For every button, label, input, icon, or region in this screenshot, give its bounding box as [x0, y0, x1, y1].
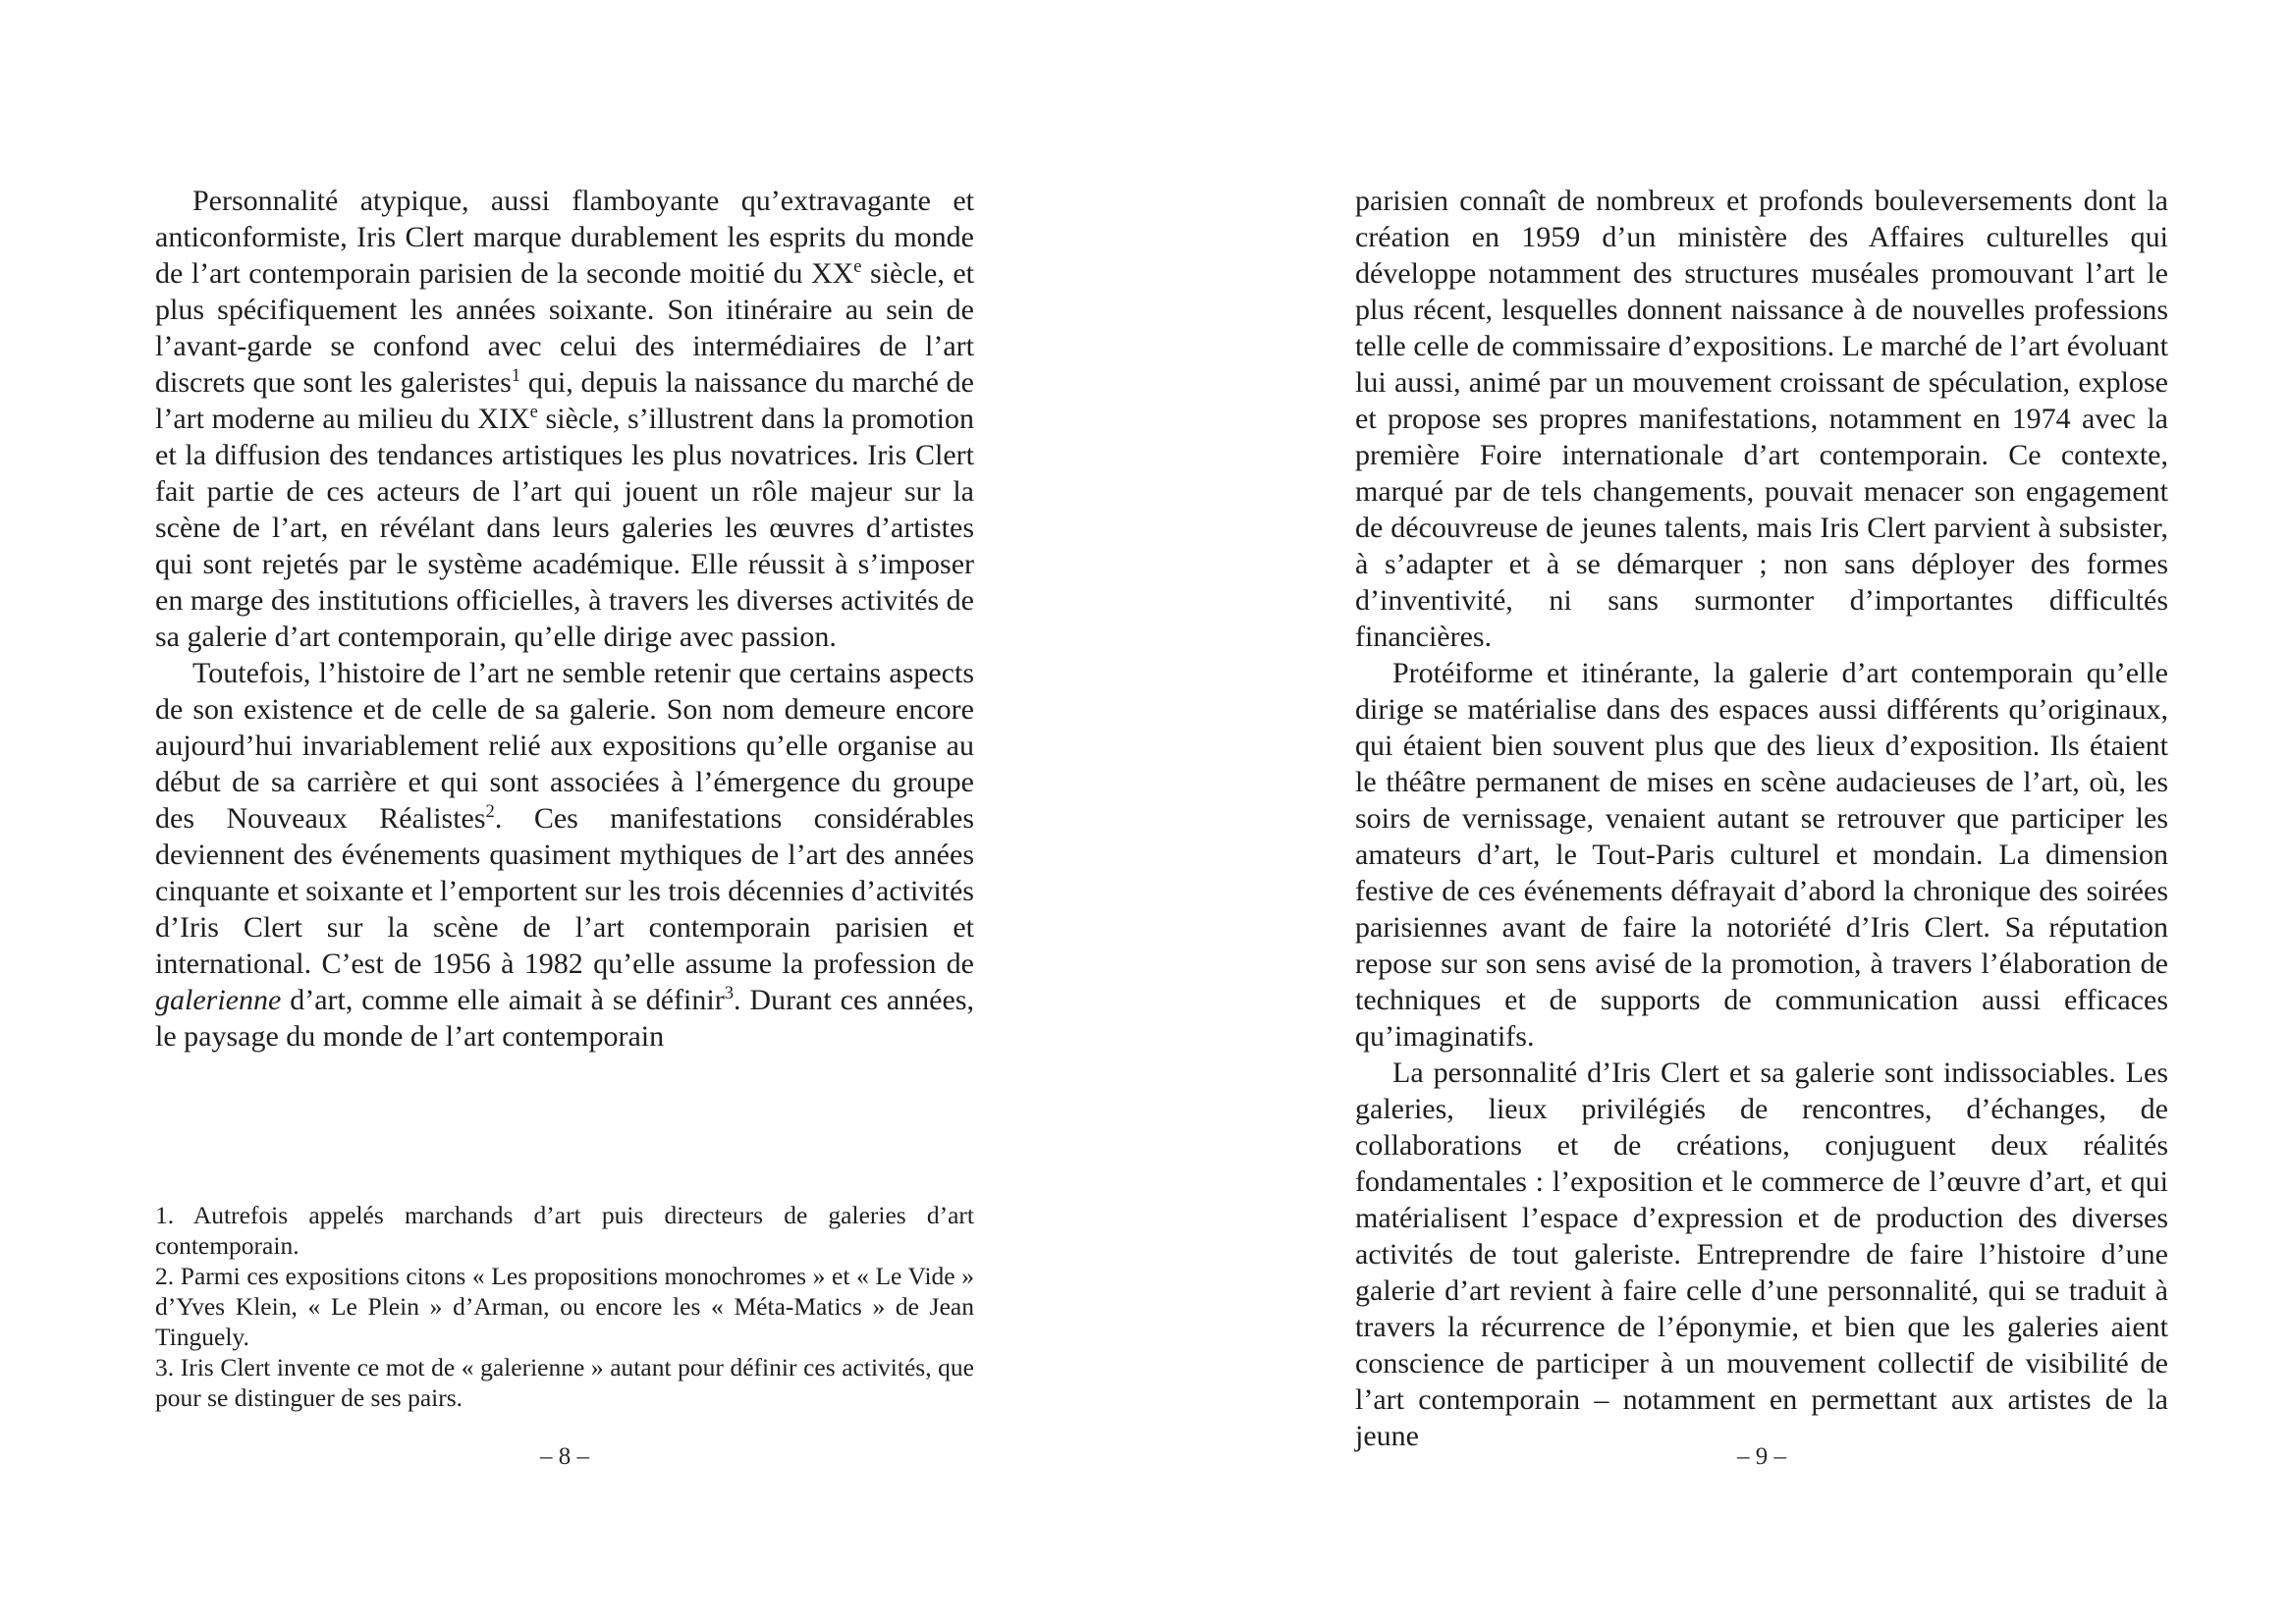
text-segment: . Durant ces années, le paysage du monde de l’art contemporain [155, 984, 974, 1053]
text-segment: galerienne [155, 984, 282, 1016]
page-9-number: – 9 – [1737, 1443, 1786, 1470]
superscript-note-marker: e [853, 256, 862, 277]
page-8-body-text [155, 183, 974, 1055]
footnote: 2. Parmi ces expositions citons « Les propositions monochromes » et « Le Vide » d’Yves Klein, « Le Plein » d’Arman, ou encore les « Méta-Matics » de Jean Tinguely. [155, 1262, 974, 1351]
page-8 [0, 0, 1144, 1624]
text-segment: Protéiforme et itinérante, la galerie d’art contemporain qu’elle dirige se matérialise dans des espaces aussi différents qu’originaux, qui étaient bien souvent plus que des lieux d’exposition. Ils étaient le théâtre permanent de mises en scène audacieuses de l’art, où, les soirs de vernissage, venaient autant se retrouver que participer les amateurs d’art, le Tout-Paris culturel et mondain. La dimension festive de ces événements défrayait d’abord la chronique des soirées parisiennes avant de faire la notoriété d’Iris Clert. Sa réputation repose sur son sens avisé de la promotion, à travers l’élaboration de techniques et de supports de communication aussi efficaces qu’imaginatifs. [1355, 657, 2168, 1053]
paragraph [1355, 1055, 2168, 1454]
page-9 [1145, 0, 2289, 1624]
paragraph [155, 655, 974, 1055]
text-segment: qui, depuis la naissance du marché de l’art moderne au milieu du XIX [155, 366, 974, 435]
superscript-note-marker: e [529, 402, 538, 422]
footnote: 3. Iris Clert invente ce mot de « galerienne » autant pour définir ces activités, que pour se distinguer de ses pairs. [155, 1353, 974, 1412]
superscript-note-marker: 1 [511, 365, 521, 386]
text-segment: . Ces manifestations considérables deviennent des événements quasiment mythiques de l’art des années cinquante et soixante et l’emportent sur les trois décennies d’activités d’Iris Clert sur la scène de l’art contemporain parisien et international. C’est de 1956 à 1982 qu’elle assume la profession de [155, 802, 974, 980]
text-segment: Toutefois, l’histoire de l’art ne semble retenir que certains aspects de son existence et de celle de sa galerie. Son nom demeure encore aujourd’hui invariablement relié aux expositions qu’elle organise au début de sa carrière et qui sont associées à l’émergence du groupe des Nouveaux Réalistes [155, 657, 974, 835]
text-segment: parisien connaît de nombreux et profonds bouleversements dont la création en 1959 d’un ministère des Affaires culturelles qui développe notamment des structures muséales promouvant l’art le plus récent, lesquelles donnent naissance à de nouvelles professions telle celle de commissaire d’expositions. Le marché de l’art évoluant lui aussi, animé par un mouvement croissant de spéculation, explose et propose ses propres manifestations, notamment en 1974 avec la première Foire internationale d’art contemporain. Ce contexte, marqué par de tels changements, pouvait menacer son engagement de découvreuse de jeunes talents, mais Iris Clert parvient à subsister, à s’adapter et à se démarquer ; non sans déployer des formes d’inventivité, ni sans surmonter d’importantes difficultés financières. [1355, 185, 2168, 653]
paragraph [1355, 655, 2168, 1055]
paragraph [1355, 183, 2168, 655]
text-segment: siècle, s’illustrent dans la promotion et la diffusion des tendances artistiques les plus novatrices. Iris Clert fait partie de ces acteurs de l’art qui jouent un rôle majeur sur la scène de l’art, en révélant dans leurs galeries les œuvres d’artistes qui sont rejetés par le système académique. Elle réussit à s’imposer en marge des institutions officielles, à travers les diverses activités de sa galerie d’art contemporain, qu’elle dirige avec passion. [155, 403, 975, 653]
text-segment: La personnalité d’Iris Clert et sa galerie sont indissociables. Les galeries, lieux privilégiés de rencontres, d’échanges, de collaborations et de créations, conjuguent deux réalités fondamentales : l’exposition et le commerce de l’œuvre d’art, et qui matérialisent l’espace d’expression et de production des diverses activités de tout galeriste. Entreprendre de faire l’histoire d’une galerie d’art revient à faire celle d’une personnalité, qui se traduit à travers la récurrence de l’éponymie, et bien que les galeries aient conscience de participer à un mouvement collectif de visibilité de l’art contemporain – notamment en permettant aux artistes de la jeune [1355, 1056, 2168, 1452]
text-segment: d’art, comme elle aimait à se définir [281, 984, 725, 1016]
paragraph [155, 183, 974, 655]
superscript-note-marker: 2 [485, 801, 495, 822]
footnote: 1. Autrefois appelés marchands d’art puis directeurs de galeries d’art contemporain. [155, 1201, 974, 1260]
page-8-footnotes [155, 1200, 974, 1413]
text-segment: siècle, et plus spécifiquement les années soixante. Son itinéraire au sein de l’avant-garde se confond avec celui des intermédiaires de l’art discrets que sont les galeristes [155, 257, 974, 399]
superscript-note-marker: 3 [724, 983, 734, 1003]
page-8-number: – 8 – [540, 1443, 589, 1470]
text-segment: Personnalité atypique, aussi flamboyante qu’extravagante et anticonformiste, Iris Clert marque durablement les esprits du monde de l’art contemporain parisien de la seconde moitié du XX [155, 185, 974, 290]
page-9-body-text [1355, 183, 2168, 1454]
